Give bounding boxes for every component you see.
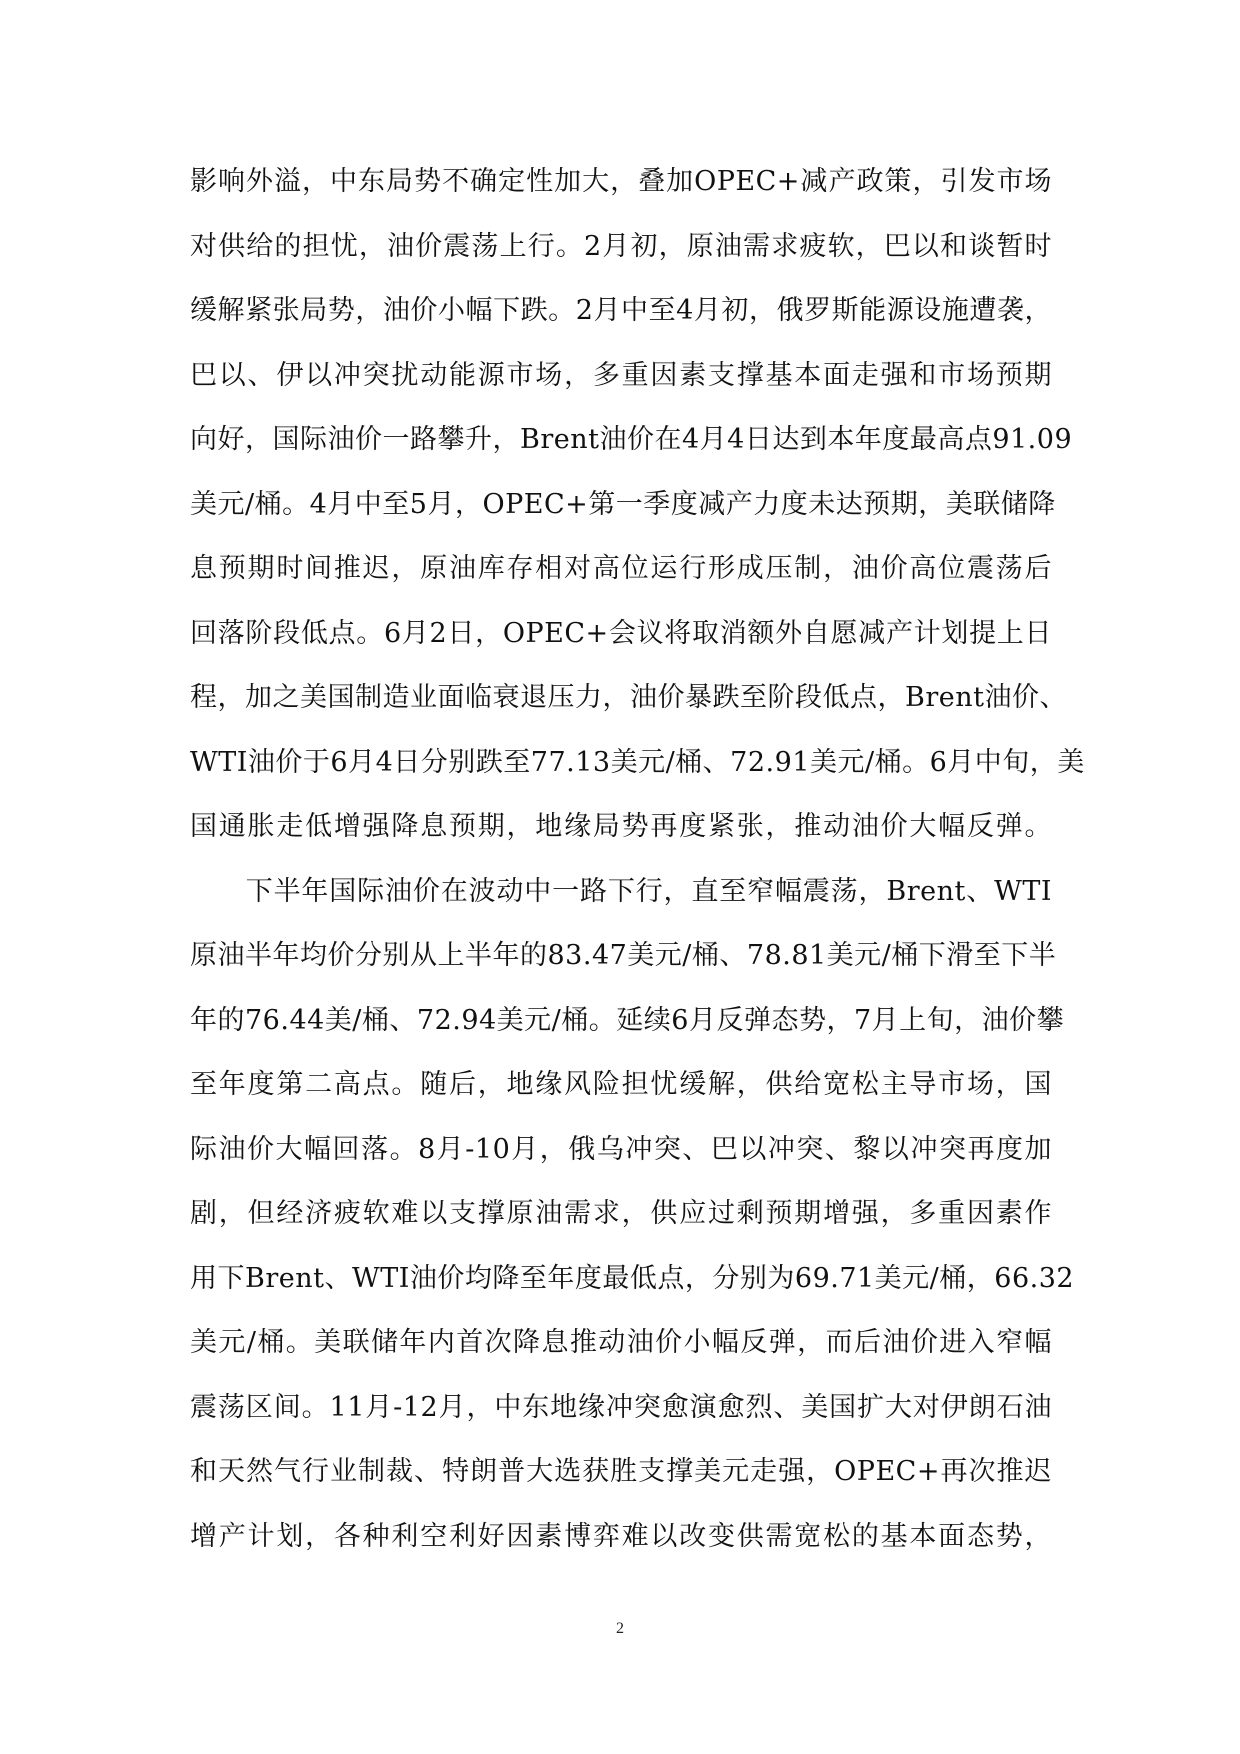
text-line: 增产计划，各种利空利好因素博弈难以改变供需宽松的基本面态势， [190,1520,1052,1552]
text-line: 用下Brent、WTI油价均降至年度最低点，分别为69.71美元/桶，66.32 [190,1262,1075,1294]
text-line: 和天然气行业制裁、特朗普大选获胜支撑美元走强，OPEC+再次推迟 [190,1456,1052,1487]
text-line: 缓解紧张局势，油价小幅下跌。2月中至4月初，俄罗斯能源设施遭袭， [190,295,1052,326]
page-number: 2 [616,1620,624,1637]
text-line: 美元/桶。美联储年内首次降息推动油价小幅反弹，而后油价进入窄幅 [190,1327,1052,1358]
text-line: 对供给的担忧，油价震荡上行。2月初，原油需求疲软，巴以和谈暂时 [190,230,1052,262]
text-line: WTI油价于6月4日分别跌至77.13美元/桶、72.91美元/桶。6月中旬，美 [190,746,1085,778]
text-line: 巴以、伊以冲突扰动能源市场，多重因素支撑基本面走强和市场预期 [190,359,1052,391]
text-line: 至年度第二高点。随后，地缘风险担忧缓解，供给宽松主导市场，国 [190,1069,1052,1100]
body-text [190,150,1085,1569]
text-line: 震荡区间。11月-12月，中东地缘冲突愈演愈烈、美国扩大对伊朗石油 [190,1391,1052,1423]
text-line: 际油价大幅回落。8月-10月，俄乌冲突、巴以冲突、黎以冲突再度加 [190,1133,1052,1165]
text-line: 向好，国际油价一路攀升，Brent油价在4月4日达到本年度最高点91.09 [190,424,1073,455]
text-line: 程，加之美国制造业面临衰退压力，油价暴跌至阶段低点，Brent油价、 [190,682,1067,713]
text-line: 剧，但经济疲软难以支撑原油需求，供应过剩预期增强，多重因素作 [190,1198,1052,1229]
text-line: 息预期时间推迟，原油库存相对高位运行形成压制，油价高位震荡后 [190,553,1052,584]
text-line: 年的76.44美/桶、72.94美元/桶。延续6月反弹态势，7月上旬，油价攀 [190,1004,1065,1036]
text-line: 原油半年均价分别从上半年的83.47美元/桶、78.81美元/桶下滑至下半 [190,940,1057,971]
text-line: 影响外溢，中东局势不确定性加大，叠加OPEC+减产政策，引发市场 [190,166,1052,197]
paragraph-2-first-line: 下半年国际油价在波动中一路下行，直至窄幅震荡，Brent、WTI [190,875,1052,907]
text-line: 美元/桶。4月中至5月，OPEC+第一季度减产力度未达预期，美联储降 [190,488,1056,520]
text-line: 回落阶段低点。6月2日，OPEC+会议将取消额外自愿减产计划提上日 [190,617,1052,649]
text-line: 国通胀走低增强降息预期，地缘局势再度紧张，推动油价大幅反弹。 [190,811,1052,842]
